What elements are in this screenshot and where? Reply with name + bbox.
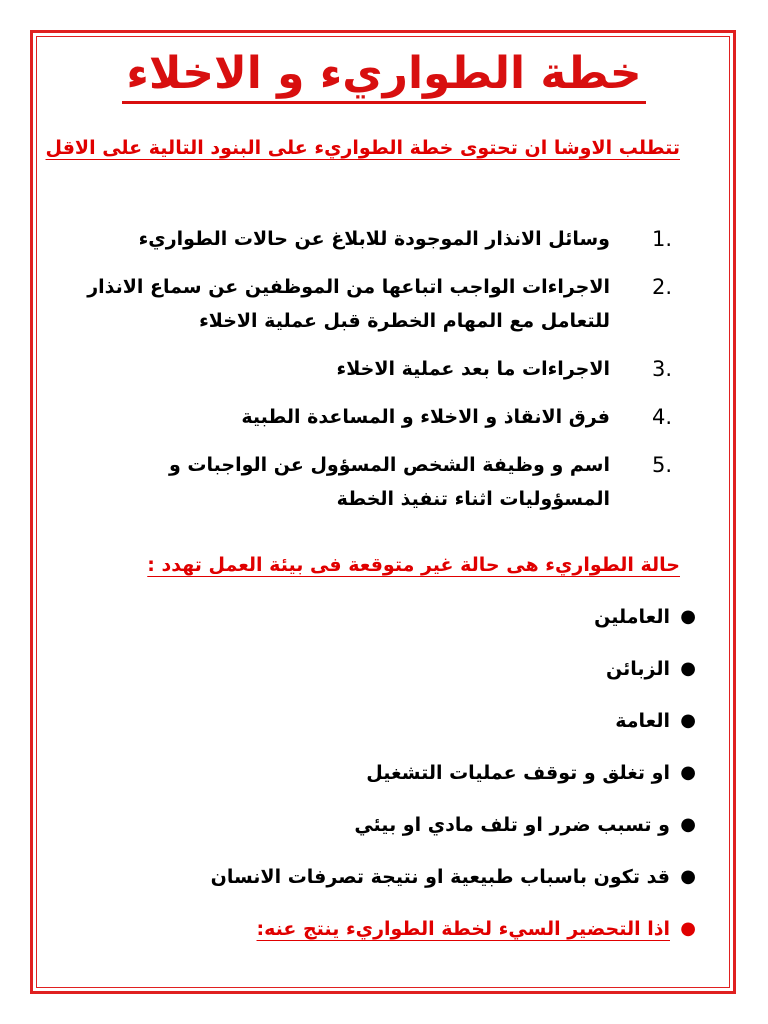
bullet-item: ● العاملين <box>76 600 696 652</box>
bullet-icon: ● <box>680 710 696 731</box>
bullet-item: ● و تسبب ضرر او تلف مادي او بيئي <box>76 808 696 860</box>
item-text: الاجراءات الواجب اتباعها من الموظفين عن سماع الانذار للتعامل مع المهام الخطرة قبل عملية الاخلاء <box>87 276 610 332</box>
final-note-item: ● اذا التحضير السيء لخطة الطواريء ينتج عنه: <box>76 912 696 964</box>
list-item <box>60 270 678 338</box>
list-item <box>60 400 678 434</box>
list-item <box>60 448 678 516</box>
item-number: 5. <box>652 453 673 477</box>
item-text: اسم و وظيفة الشخص المسؤول عن الواجبات و المسؤوليات اثناء تنفيذ الخطة <box>168 454 610 510</box>
item-number: 3. <box>652 357 673 381</box>
bullet-item: ● الزبائن <box>76 652 696 704</box>
bullet-icon: ● <box>680 866 696 887</box>
bullet-item: ● العامة <box>76 704 696 756</box>
bullet-list <box>76 600 696 964</box>
list-item <box>60 352 678 386</box>
page-title: خطة الطواريء و الاخلاء <box>0 48 768 99</box>
numbered-list <box>60 222 678 530</box>
item-number: 2. <box>652 275 673 299</box>
list-item <box>60 222 678 256</box>
bullet-item: ● قد تكون باسباب طبيعية او نتيجة تصرفات الانسان <box>76 860 696 912</box>
bullet-item: ● او تغلق و توقف عمليات التشغيل <box>76 756 696 808</box>
item-number: 4. <box>652 405 673 429</box>
item-text: الاجراءات ما بعد عملية الاخلاء <box>336 358 610 380</box>
bullet-icon: ● <box>680 762 696 783</box>
bullet-icon: ● <box>680 918 696 939</box>
intro-paragraph: تتطلب الاوشا ان تحتوى خطة الطواريء على البنود التالية على الاقل <box>45 137 680 159</box>
section-subheading: حالة الطواريء هى حالة غير متوقعة فى بيئة العمل تهدد : <box>147 554 680 576</box>
bullet-icon: ● <box>680 658 696 679</box>
bullet-icon: ● <box>680 814 696 835</box>
item-text: فرق الانقاذ و الاخلاء و المساعدة الطبية <box>241 406 610 428</box>
bullet-icon: ● <box>680 606 696 627</box>
item-text: وسائل الانذار الموجودة للابلاغ عن حالات الطواريء <box>138 228 610 250</box>
item-number: 1. <box>652 227 673 251</box>
